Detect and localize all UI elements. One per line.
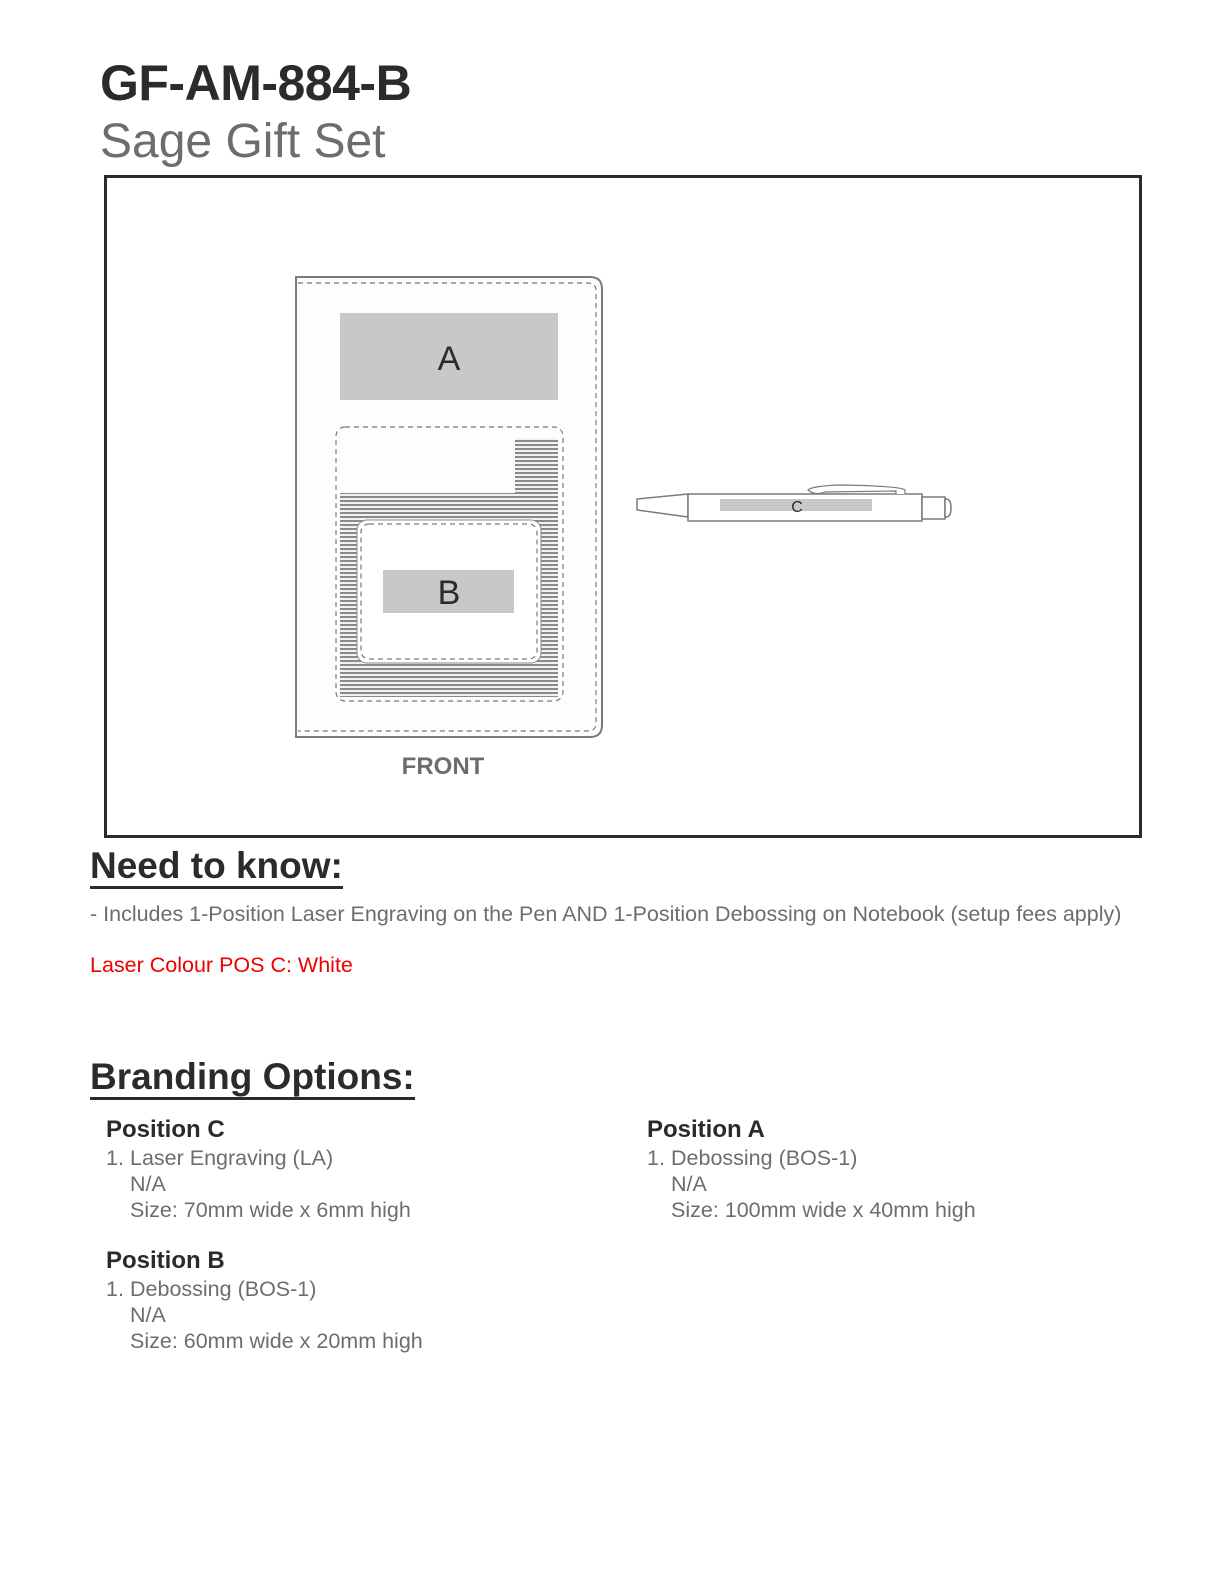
front-view-label: FRONT	[401, 753, 485, 780]
method-label: Debossing (BOS-1)	[130, 1277, 317, 1301]
pen-stylus-cap	[945, 499, 951, 517]
position-b-label: B	[437, 574, 461, 612]
method-detail: N/A	[671, 1172, 707, 1196]
imprint-size: Size: 60mm wide x 20mm high	[130, 1329, 423, 1353]
need-to-know-heading: Need to know:	[90, 847, 343, 889]
texture-stripes-vertical	[515, 438, 558, 494]
branding-position-c	[106, 1115, 411, 1223]
branding-method	[647, 1145, 976, 1171]
branding-position-a	[647, 1115, 976, 1223]
position-title: Position A	[647, 1116, 765, 1143]
list-number: 1.	[647, 1146, 665, 1170]
pen-button	[922, 497, 945, 519]
pen-clip	[808, 485, 905, 494]
method-label: Debossing (BOS-1)	[671, 1146, 858, 1170]
laser-colour-note: Laser Colour POS C: White	[90, 953, 353, 977]
pen	[637, 485, 951, 521]
position-c-label: C	[791, 499, 803, 516]
position-title: Position B	[106, 1247, 225, 1274]
need-to-know-description: - Includes 1-Position Laser Engraving on the Pen AND 1-Position Debossing on Notebook (setup fees apply)	[90, 902, 1122, 926]
product-name: Sage Gift Set	[100, 115, 386, 168]
method-detail: N/A	[130, 1172, 166, 1196]
list-number: 1.	[106, 1146, 124, 1170]
notebook	[296, 277, 602, 780]
imprint-size: Size: 100mm wide x 40mm high	[671, 1198, 976, 1222]
branding-position-b	[106, 1246, 423, 1354]
position-title: Position C	[106, 1116, 225, 1143]
branding-options-heading: Branding Options:	[90, 1058, 415, 1100]
position-a-label: A	[437, 340, 461, 378]
method-label: Laser Engraving (LA)	[130, 1146, 334, 1170]
branding-method	[106, 1145, 411, 1171]
pen-tip	[637, 494, 688, 517]
method-detail: N/A	[130, 1303, 166, 1327]
list-number: 1.	[106, 1277, 124, 1301]
imprint-size: Size: 70mm wide x 6mm high	[130, 1198, 411, 1222]
product-code: GF-AM-884-B	[100, 55, 412, 111]
branding-method	[106, 1276, 423, 1302]
